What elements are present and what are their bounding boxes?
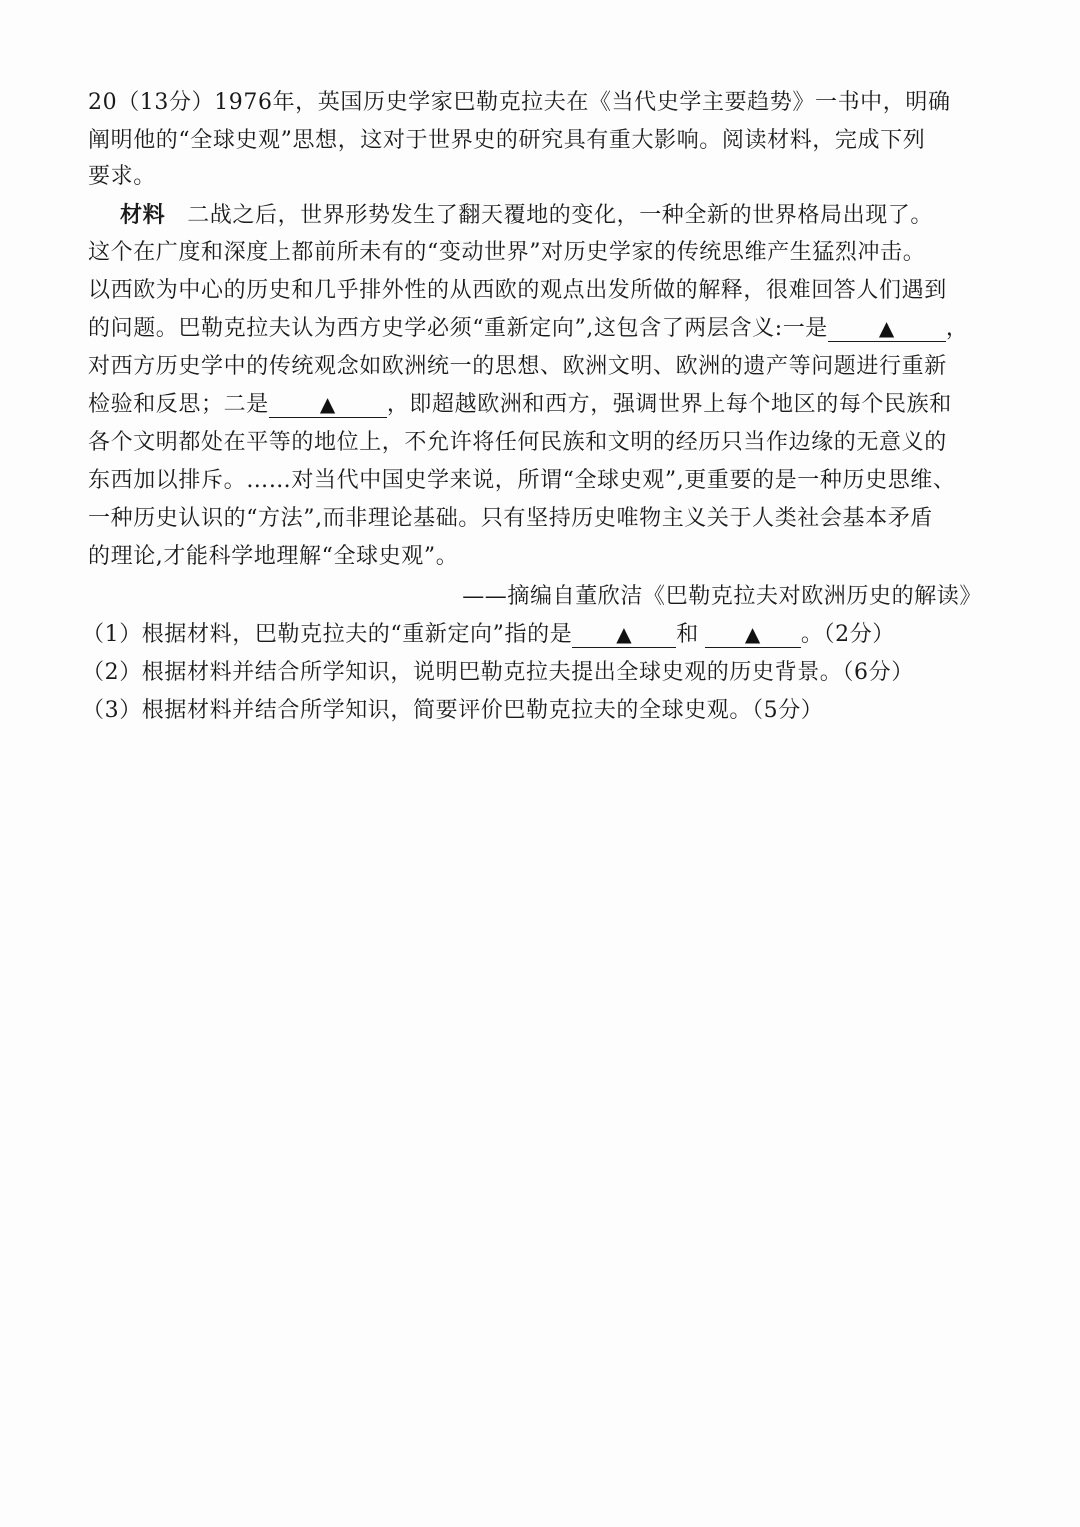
material-line-7: 各个文明都处在平等的地位上，不允许将任何民族和文明的经历只当作边缘的无意义的	[88, 430, 947, 455]
material-line-4	[88, 314, 969, 344]
triangle-marker-icon: ▲	[878, 316, 895, 340]
answer-blank-2[interactable]	[269, 392, 387, 418]
material-line-8: 东西加以排斥。……对当代中国史学来说，所谓“全球史观”,更重要的是一种历史思维、	[88, 468, 956, 493]
material-source: ——摘编自董欣洁《巴勒克拉夫对欧洲历史的解读》	[462, 584, 982, 609]
answer-blank-4[interactable]	[705, 622, 801, 648]
material-line-3: 以西欧为中心的历史和几乎排外性的从西欧的观点出发所做的解释，很难回答人们遇到	[88, 278, 947, 303]
material-line-1	[120, 200, 933, 231]
triangle-marker-icon: ▲	[616, 622, 633, 646]
subquestion-1-text-c: 。（2分）	[800, 622, 895, 647]
subquestion-1-text-a: （1）根据材料，巴勒克拉夫的“重新定向”指的是	[82, 622, 573, 647]
subquestion-1-text-b: 和	[676, 622, 699, 647]
material-line-10: 的理论,才能科学地理解“全球史观”。	[88, 544, 459, 569]
question-stem-line-1: 20（13分）1976年，英国历史学家巴勒克拉夫在《当代史学主要趋势》一书中，明确	[88, 90, 951, 115]
material-label: 材料	[120, 202, 166, 228]
subquestion-1	[82, 620, 895, 650]
material-line-2: 这个在广度和深度上都前所未有的“变动世界”对历史学家的传统思维产生猛烈冲击。	[88, 240, 926, 265]
material-line-5: 对西方历史学中的传统观念如欧洲统一的思想、欧洲文明、欧洲的遗产等问题进行重新	[88, 354, 947, 379]
subquestion-2: （2）根据材料并结合所学知识，说明巴勒克拉夫提出全球史观的历史背景。（6分）	[82, 660, 914, 685]
triangle-marker-icon: ▲	[319, 392, 336, 416]
material-text-6a: 检验和反思；二是	[88, 392, 269, 417]
material-text-1: 二战之后，世界形势发生了翻天覆地的变化，一种全新的世界格局出现了。	[187, 203, 934, 228]
material-line-9: 一种历史认识的“方法”,而非理论基础。只有坚持历史唯物主义关于人类社会基本矛盾	[88, 506, 933, 531]
material-text-6b: ，即超越欧洲和西方，强调世界上每个地区的每个民族和	[386, 392, 952, 417]
material-line-6	[88, 390, 952, 420]
answer-blank-3[interactable]	[572, 622, 676, 648]
subquestion-3: （3）根据材料并结合所学知识，简要评价巴勒克拉夫的全球史观。（5分）	[82, 698, 824, 723]
answer-blank-1[interactable]	[828, 316, 946, 342]
triangle-marker-icon: ▲	[744, 622, 761, 646]
material-text-4a: 的问题。巴勒克拉夫认为西方史学必须“重新定向”,这包含了两层含义:一是	[88, 316, 828, 341]
question-stem-line-3: 要求。	[88, 164, 156, 189]
material-text-4b: ，	[945, 316, 969, 341]
question-stem-line-2: 阐明他的“全球史观”思想，这对于世界史的研究具有重大影响。阅读材料，完成下列	[88, 128, 926, 153]
